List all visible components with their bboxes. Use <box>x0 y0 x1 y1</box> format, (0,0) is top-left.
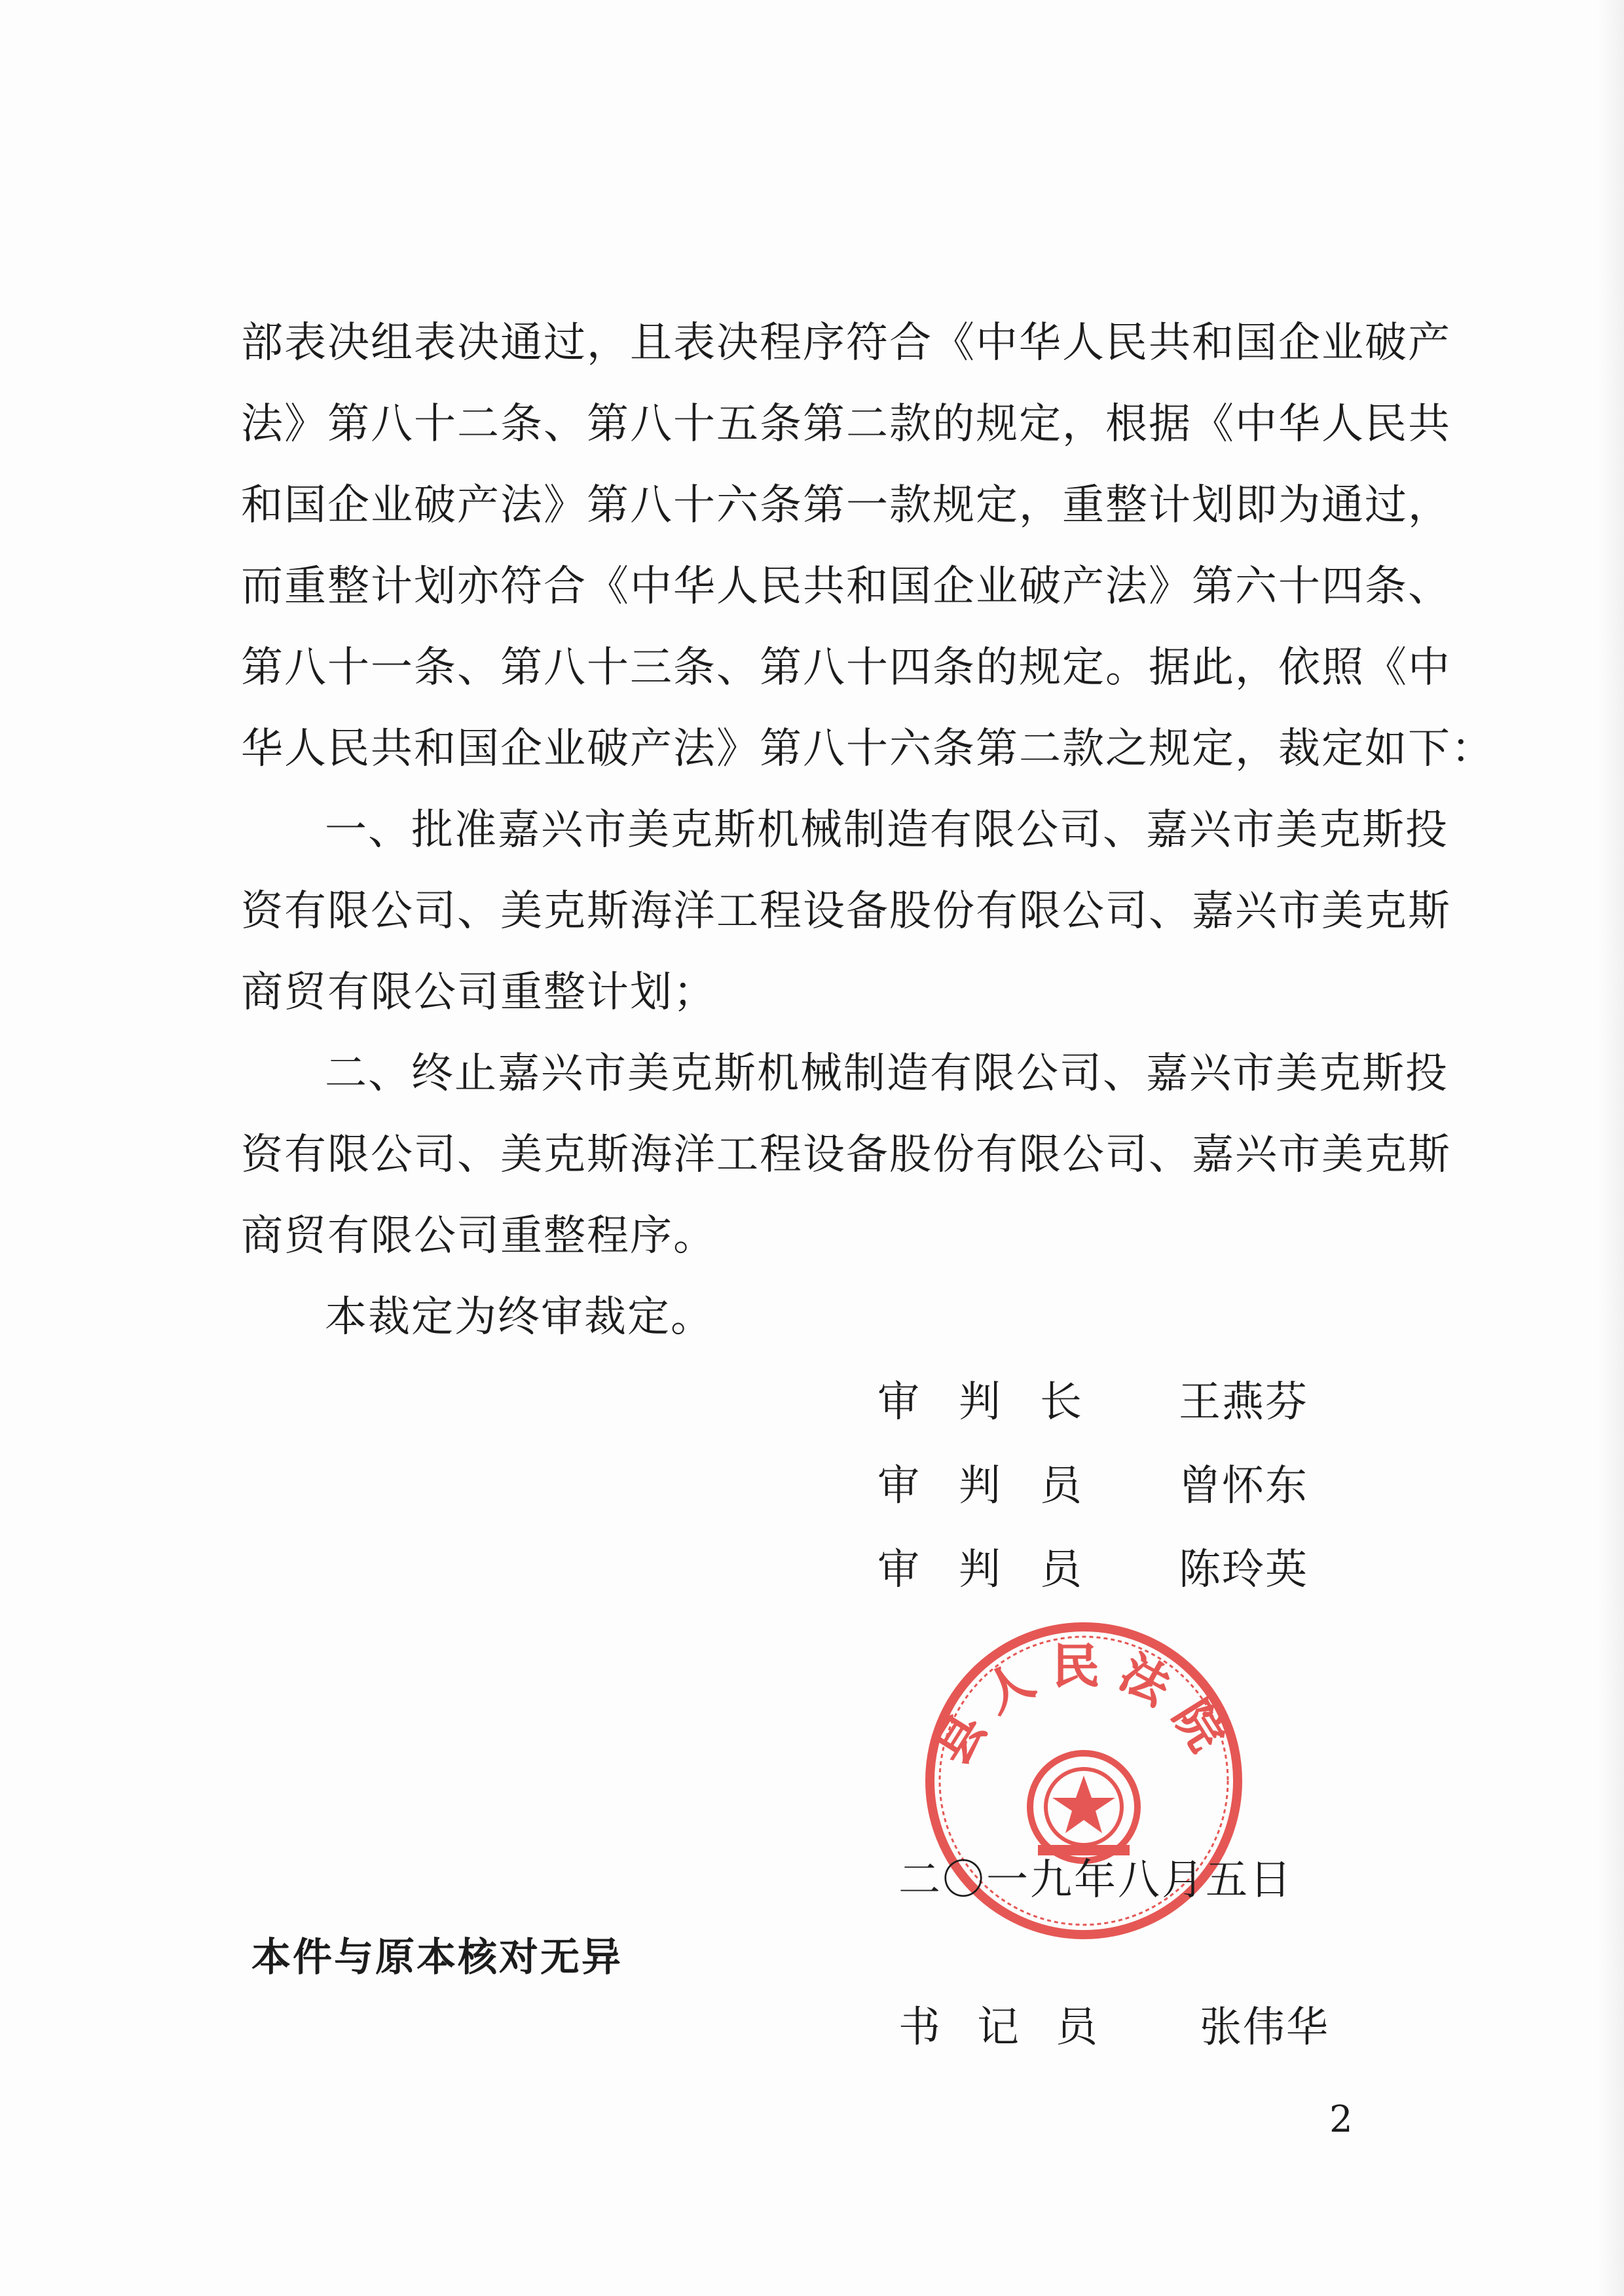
body-line: 商贸有限公司重整计划； <box>241 968 716 1017</box>
seal-text: 县人民法院 <box>924 1639 1244 1774</box>
body-line: 和国企业破产法》第八十六条第一款规定，重整计划即为通过， <box>241 481 1451 530</box>
body-line: 法》第八十二条、第八十五条第二款的规定，根据《中华人民共 <box>241 400 1451 448</box>
body-line: 第八十一条、第八十三条、第八十四条的规定。据此，依照《中 <box>241 644 1451 692</box>
scan-edge-shadow <box>1598 0 1624 2296</box>
ruling-date: 二〇一九年八月五日 <box>898 1856 1293 1904</box>
judge-role: 审判长 <box>877 1378 1121 1427</box>
body-line: 华人民共和国企业破产法》第八十六条第二款之规定，裁定如下： <box>241 725 1494 773</box>
judge-name: 曾怀东 <box>1179 1462 1308 1510</box>
judge-name: 陈玲英 <box>1179 1546 1308 1594</box>
judge-role: 审判员 <box>877 1546 1121 1594</box>
body-line: 商贸有限公司重整程序。 <box>241 1212 716 1260</box>
body-line: 而重整计划亦符合《中华人民共和国企业破产法》第六十四条、 <box>241 562 1451 611</box>
judge-role: 审判员 <box>877 1462 1121 1510</box>
clerk-role: 书记员 <box>898 2003 1134 2052</box>
final-ruling-statement: 本裁定为终审裁定。 <box>325 1293 714 1341</box>
ruling-item-2-first-line: 二、终止嘉兴市美克斯机械制造有限公司、嘉兴市美克斯投 <box>325 1049 1449 1098</box>
judge-row <box>877 1360 1336 1444</box>
clerk-signature <box>898 1994 1357 2059</box>
judge-name: 王燕芬 <box>1179 1378 1308 1427</box>
judge-row <box>877 1444 1336 1528</box>
judge-signature-block <box>877 1360 1336 1612</box>
body-line: 资有限公司、美克斯海洋工程设备股份有限公司、嘉兴市美克斯 <box>241 1131 1451 1179</box>
ruling-item-1-first-line: 一、批准嘉兴市美克斯机械制造有限公司、嘉兴市美克斯投 <box>325 806 1449 854</box>
judge-row <box>877 1528 1336 1612</box>
page-number: 2 <box>1329 2098 1353 2141</box>
ruling-body <box>241 302 1494 1358</box>
clerk-name: 张伟华 <box>1200 2003 1329 2052</box>
body-line: 资有限公司、美克斯海洋工程设备股份有限公司、嘉兴市美克斯 <box>241 887 1451 936</box>
body-line: 部表决组表决通过，且表决程序符合《中华人民共和国企业破产 <box>241 319 1451 367</box>
certification-stamp-text: 本件与原本核对无异 <box>251 1935 623 1980</box>
